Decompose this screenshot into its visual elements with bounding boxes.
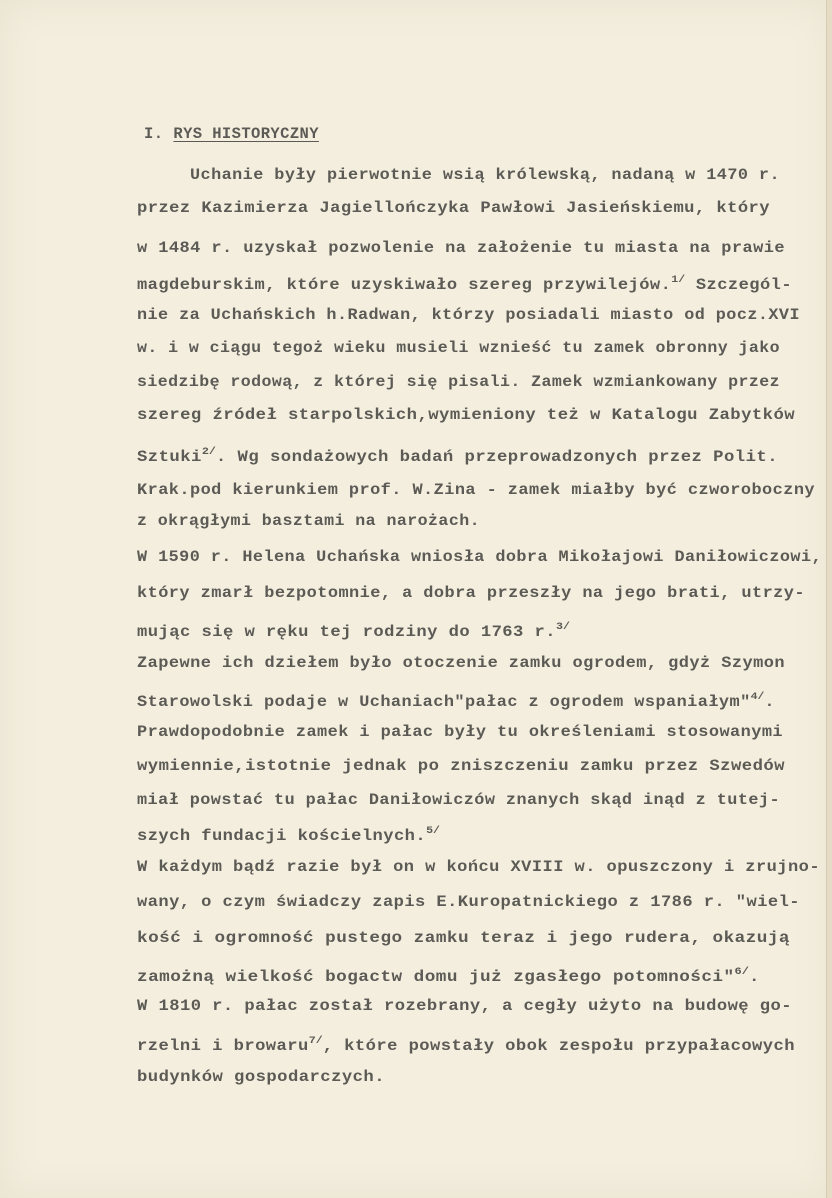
text-run: Uchanie były pierwotnie wsią królewską, nadaną w 1470 r. [190,166,781,184]
text-run: Zapewne ich dziełem było otoczenie zamku ogrodem, gdyż Szymon [137,654,786,672]
text-line [137,962,760,987]
text-line [137,338,780,358]
footnote-marker: 4/ [750,691,765,703]
text-run: budynków gospodarczych. [137,1068,385,1086]
text-run: wymiennie,istotnie jednak po zniszczeniu zamku przez Szwedów [137,757,785,775]
text-run: zamożną wielkość bogactw domu już zgasłego potomności" [137,968,735,986]
text-run: nie za Uchańskich h.Radwan, którzy posiadali miasto od pocz.XVI [137,306,800,324]
section-number: I. [144,125,164,143]
text-line [137,996,792,1016]
text-run: W 1810 r. pałac został rozebrany, a cegły użyto na budowę go- [137,997,793,1015]
text-run: wany, o czym świadczy zapis E.Kuropatnickiego z 1786 r. "wiel- [137,893,800,911]
text-run: Prawdopodobnie zamek i pałac były tu określeniami stosowanymi [137,723,784,741]
text-run: mując się w ręku tej rodziny do 1763 r. [137,623,557,641]
text-run: . Wg sondażowych badań przeprowadzonych przez Polit. [215,448,779,466]
text-run: Sztuki [137,448,202,466]
text-run: W każdym bądź razie był on w końcu XVIII w. opuszczony i zrujno- [137,858,820,876]
text-line [137,928,790,948]
text-run: miał powstać tu pałac Daniłowiczów znanych skąd inąd z tutej- [137,791,780,809]
text-line [137,238,785,258]
text-run: szych fundacji kościelnych. [137,827,427,845]
text-run: magdeburskim, które uzyskiwało szereg przywilejów. [137,276,672,294]
text-run: Krak.pod kierunkiem prof. W.Zina - zamek miałby być czworoboczny [137,481,816,499]
text-line [137,892,800,912]
text-line [137,547,822,567]
text-line [137,270,792,295]
text-line [137,198,770,218]
section-title: RYS HISTORYCZNY [173,125,319,143]
text-line [137,583,805,603]
text-line [137,821,440,846]
text-run: szereg źródeł starpolskich,wymieniony też w Katalogu Zabytków [137,406,796,424]
text-run: , które powstały obok zespołu przypałacowych [322,1037,795,1055]
text-line [137,617,570,642]
footnote-marker: 3/ [556,621,570,633]
text-line [137,511,480,531]
text-run: Szczegól- [685,276,793,294]
text-line [137,857,820,877]
text-run: który zmarł bezpotomnie, a dobra przeszły na jego brati, utrzy- [137,584,805,602]
text-run: siedzibę rodową, z której się pisali. Zamek wzmiankowany przez [137,373,781,391]
text-run: . [764,693,776,711]
footnote-marker: 7/ [308,1035,323,1047]
text-line [137,687,775,712]
text-line [137,1031,795,1056]
text-line [137,442,778,467]
text-run: przez Kazimierza Jagiellończyka Pawłowi Jasieńskiemu, który [137,199,771,217]
text-line [137,305,800,325]
text-line [190,165,780,185]
footnote-marker: 1/ [671,274,686,286]
text-line [137,653,785,673]
text-run: Starowolski podaje w Uchaniach"pałac z ogrodem wspaniałym" [137,693,751,711]
text-line [137,405,795,425]
text-line [137,1067,385,1087]
footnote-marker: 5/ [426,825,441,837]
footnote-marker: 2/ [201,446,216,458]
text-line [137,756,785,776]
text-run: W 1590 r. Helena Uchańska wniosła dobra Mikołajowi Daniłowiczowi, [137,548,823,566]
text-run: . [748,968,760,986]
text-run: z okrągłymi basztami na narożach. [137,512,481,530]
text-line [137,372,780,392]
text-run: w. i w ciągu tegoż wieku musieli wznieść tu zamek obronny jako [137,339,781,357]
text-line [137,722,783,742]
text-run: rzelni i browaru [137,1037,309,1055]
footnote-marker: 6/ [734,966,749,978]
text-run: kość i ogromność pustego zamku teraz i jego rudera, okazują [137,929,790,947]
text-run: w 1484 r. uzyskał pozwolenie na założenie tu miasta na prawie [137,239,786,257]
text-line [137,480,815,500]
text-line [137,790,780,810]
